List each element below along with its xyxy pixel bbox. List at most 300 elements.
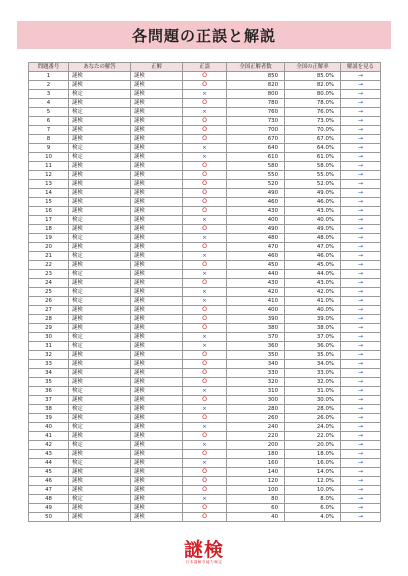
your-answer: 検定 — [69, 495, 131, 504]
correct-mark-icon: O — [202, 450, 207, 457]
your-answer: 検定 — [69, 342, 131, 351]
national-correct-rate: 22.0% — [285, 432, 341, 441]
result-mark — [183, 135, 227, 144]
view-explanation-link[interactable]: → — [341, 387, 381, 396]
wrong-mark-icon: × — [202, 289, 207, 295]
question-number: 46 — [29, 477, 69, 486]
question-number: 44 — [29, 459, 69, 468]
table-row — [29, 360, 381, 369]
correct-mark-icon: O — [202, 486, 207, 493]
table-row — [29, 369, 381, 378]
correct-answer: 謎検 — [131, 504, 183, 513]
national-correct-count: 670 — [227, 135, 285, 144]
correct-mark-icon: O — [202, 198, 207, 205]
view-explanation-link[interactable]: → — [341, 441, 381, 450]
your-answer: 謎検 — [69, 225, 131, 234]
national-correct-rate: 64.0% — [285, 144, 341, 153]
view-explanation-link[interactable]: → — [341, 117, 381, 126]
view-explanation-link[interactable]: → — [341, 396, 381, 405]
table-header-row — [29, 63, 381, 72]
table-row — [29, 180, 381, 189]
national-correct-rate: 8.0% — [285, 495, 341, 504]
national-correct-count: 60 — [227, 504, 285, 513]
correct-answer: 謎検 — [131, 495, 183, 504]
question-number: 49 — [29, 504, 69, 513]
correct-mark-icon: O — [202, 180, 207, 187]
view-explanation-link[interactable]: → — [341, 477, 381, 486]
table-row — [29, 135, 381, 144]
your-answer: 謎検 — [69, 261, 131, 270]
national-correct-rate: 67.0% — [285, 135, 341, 144]
correct-answer: 謎検 — [131, 450, 183, 459]
correct-answer: 謎検 — [131, 117, 183, 126]
wrong-mark-icon: × — [202, 424, 207, 430]
table-row — [29, 378, 381, 387]
your-answer: 謎検 — [69, 414, 131, 423]
view-explanation-link[interactable]: → — [341, 414, 381, 423]
national-correct-count: 760 — [227, 108, 285, 117]
correct-answer: 謎検 — [131, 216, 183, 225]
table-row — [29, 126, 381, 135]
your-answer: 謎検 — [69, 72, 131, 81]
result-mark — [183, 243, 227, 252]
view-explanation-link[interactable]: → — [341, 486, 381, 495]
view-explanation-link[interactable]: → — [341, 171, 381, 180]
wrong-mark-icon: × — [202, 343, 207, 349]
national-correct-rate: 34.0% — [285, 360, 341, 369]
table-row — [29, 144, 381, 153]
correct-mark-icon: O — [202, 261, 207, 268]
correct-mark-icon: O — [202, 72, 207, 79]
question-number: 15 — [29, 198, 69, 207]
result-mark — [183, 144, 227, 153]
your-answer: 検定 — [69, 108, 131, 117]
result-mark — [183, 207, 227, 216]
result-mark — [183, 432, 227, 441]
result-mark — [183, 360, 227, 369]
correct-answer: 謎検 — [131, 162, 183, 171]
table-row — [29, 270, 381, 279]
view-explanation-link[interactable]: → — [341, 180, 381, 189]
correct-mark-icon: O — [202, 477, 207, 484]
result-mark — [183, 342, 227, 351]
view-explanation-link[interactable]: → — [341, 405, 381, 414]
your-answer: 謎検 — [69, 477, 131, 486]
national-correct-count: 360 — [227, 342, 285, 351]
result-mark — [183, 315, 227, 324]
table-body — [29, 72, 381, 522]
view-explanation-link[interactable]: → — [341, 360, 381, 369]
national-correct-count: 390 — [227, 315, 285, 324]
view-explanation-link[interactable]: → — [341, 351, 381, 360]
view-explanation-link[interactable]: → — [341, 72, 381, 81]
correct-answer: 謎検 — [131, 261, 183, 270]
national-correct-count: 450 — [227, 261, 285, 270]
national-correct-count: 80 — [227, 495, 285, 504]
correct-mark-icon: O — [202, 243, 207, 250]
result-mark — [183, 153, 227, 162]
national-correct-count: 310 — [227, 387, 285, 396]
correct-answer: 謎検 — [131, 270, 183, 279]
result-mark — [183, 234, 227, 243]
national-correct-count: 730 — [227, 117, 285, 126]
view-explanation-link[interactable]: → — [341, 189, 381, 198]
view-explanation-link[interactable]: → — [341, 513, 381, 522]
question-number: 34 — [29, 369, 69, 378]
national-correct-rate: 26.0% — [285, 414, 341, 423]
result-mark — [183, 387, 227, 396]
view-explanation-link[interactable]: → — [341, 333, 381, 342]
correct-answer: 謎検 — [131, 171, 183, 180]
question-number: 26 — [29, 297, 69, 306]
result-mark — [183, 162, 227, 171]
result-mark — [183, 198, 227, 207]
view-explanation-link[interactable]: → — [341, 225, 381, 234]
question-number: 9 — [29, 144, 69, 153]
your-answer: 検定 — [69, 405, 131, 414]
national-correct-rate: 61.0% — [285, 153, 341, 162]
national-correct-rate: 70.0% — [285, 126, 341, 135]
your-answer: 検定 — [69, 333, 131, 342]
table-row — [29, 216, 381, 225]
result-mark — [183, 450, 227, 459]
national-correct-rate: 76.0% — [285, 108, 341, 117]
national-correct-count: 220 — [227, 432, 285, 441]
table-row — [29, 261, 381, 270]
question-number: 21 — [29, 252, 69, 261]
national-correct-count: 520 — [227, 180, 285, 189]
your-answer: 謎検 — [69, 117, 131, 126]
your-answer: 謎検 — [69, 171, 131, 180]
correct-answer: 謎検 — [131, 486, 183, 495]
question-number: 3 — [29, 90, 69, 99]
your-answer: 謎検 — [69, 351, 131, 360]
question-number: 45 — [29, 468, 69, 477]
question-number: 31 — [29, 342, 69, 351]
result-mark — [183, 261, 227, 270]
national-correct-rate: 39.0% — [285, 315, 341, 324]
correct-answer: 謎検 — [131, 432, 183, 441]
question-number: 16 — [29, 207, 69, 216]
national-correct-rate: 80.0% — [285, 90, 341, 99]
view-explanation-link[interactable]: → — [341, 162, 381, 171]
correct-answer: 謎検 — [131, 378, 183, 387]
your-answer: 検定 — [69, 252, 131, 261]
correct-mark-icon: O — [202, 351, 207, 358]
national-correct-count: 240 — [227, 423, 285, 432]
correct-mark-icon: O — [202, 171, 207, 178]
national-correct-count: 300 — [227, 396, 285, 405]
table-row — [29, 108, 381, 117]
national-correct-count: 550 — [227, 171, 285, 180]
col-header-result: 正誤 — [183, 63, 227, 72]
national-correct-rate: 28.0% — [285, 405, 341, 414]
result-mark — [183, 513, 227, 522]
result-mark — [183, 189, 227, 198]
view-explanation-link[interactable]: → — [341, 90, 381, 99]
table-row — [29, 315, 381, 324]
national-correct-count: 280 — [227, 405, 285, 414]
national-correct-rate: 6.0% — [285, 504, 341, 513]
table-row — [29, 450, 381, 459]
question-number: 41 — [29, 432, 69, 441]
view-explanation-link[interactable]: → — [341, 108, 381, 117]
national-correct-count: 440 — [227, 270, 285, 279]
your-answer: 謎検 — [69, 369, 131, 378]
table-row — [29, 477, 381, 486]
table-row — [29, 351, 381, 360]
correct-answer: 謎検 — [131, 90, 183, 99]
table-row — [29, 171, 381, 180]
table-row — [29, 189, 381, 198]
view-explanation-link[interactable]: → — [341, 243, 381, 252]
view-explanation-link[interactable]: → — [341, 81, 381, 90]
national-correct-rate: 24.0% — [285, 423, 341, 432]
result-mark — [183, 351, 227, 360]
correct-answer: 謎検 — [131, 351, 183, 360]
your-answer: 検定 — [69, 423, 131, 432]
your-answer: 謎検 — [69, 450, 131, 459]
table-row — [29, 117, 381, 126]
view-explanation-link[interactable]: → — [341, 261, 381, 270]
table-row — [29, 306, 381, 315]
national-correct-count: 430 — [227, 279, 285, 288]
question-number: 36 — [29, 387, 69, 396]
correct-answer: 謎検 — [131, 369, 183, 378]
result-mark — [183, 414, 227, 423]
your-answer: 謎検 — [69, 513, 131, 522]
correct-answer: 謎検 — [131, 108, 183, 117]
correct-mark-icon: O — [202, 135, 207, 142]
national-correct-rate: 20.0% — [285, 441, 341, 450]
table-row — [29, 288, 381, 297]
question-number: 24 — [29, 279, 69, 288]
your-answer: 謎検 — [69, 99, 131, 108]
wrong-mark-icon: × — [202, 271, 207, 277]
question-number: 1 — [29, 72, 69, 81]
table-row — [29, 279, 381, 288]
your-answer: 謎検 — [69, 486, 131, 495]
question-number: 25 — [29, 288, 69, 297]
national-correct-rate: 46.0% — [285, 198, 341, 207]
your-answer: 謎検 — [69, 198, 131, 207]
national-correct-count: 490 — [227, 225, 285, 234]
question-number: 6 — [29, 117, 69, 126]
national-correct-count: 580 — [227, 162, 285, 171]
table-row — [29, 396, 381, 405]
correct-answer: 謎検 — [131, 180, 183, 189]
correct-answer: 謎検 — [131, 360, 183, 369]
result-mark — [183, 252, 227, 261]
your-answer: 検定 — [69, 288, 131, 297]
national-correct-count: 780 — [227, 99, 285, 108]
question-number: 2 — [29, 81, 69, 90]
question-number: 28 — [29, 315, 69, 324]
view-explanation-link[interactable]: → — [341, 135, 381, 144]
correct-answer: 謎検 — [131, 99, 183, 108]
col-header-your-answer: あなたの解答 — [69, 63, 131, 72]
your-answer: 謎検 — [69, 504, 131, 513]
national-correct-rate: 36.0% — [285, 342, 341, 351]
result-mark — [183, 423, 227, 432]
result-mark — [183, 378, 227, 387]
result-mark — [183, 81, 227, 90]
view-explanation-link[interactable]: → — [341, 198, 381, 207]
national-correct-count: 430 — [227, 207, 285, 216]
your-answer: 謎検 — [69, 432, 131, 441]
correct-mark-icon: O — [202, 360, 207, 367]
national-correct-rate: 18.0% — [285, 450, 341, 459]
question-number: 29 — [29, 324, 69, 333]
national-correct-rate: 43.0% — [285, 207, 341, 216]
result-mark — [183, 396, 227, 405]
view-explanation-link[interactable]: → — [341, 378, 381, 387]
table-row — [29, 198, 381, 207]
view-explanation-link[interactable]: → — [341, 234, 381, 243]
national-correct-count: 120 — [227, 477, 285, 486]
question-number: 18 — [29, 225, 69, 234]
national-correct-count: 800 — [227, 90, 285, 99]
title-bar — [17, 21, 391, 49]
your-answer: 謎検 — [69, 126, 131, 135]
view-explanation-link[interactable]: → — [341, 369, 381, 378]
view-explanation-link[interactable]: → — [341, 450, 381, 459]
view-explanation-link[interactable]: → — [341, 207, 381, 216]
question-number: 4 — [29, 99, 69, 108]
national-correct-count: 330 — [227, 369, 285, 378]
view-explanation-link[interactable]: → — [341, 126, 381, 135]
view-explanation-link[interactable]: → — [341, 288, 381, 297]
national-correct-rate: 42.0% — [285, 288, 341, 297]
question-number: 47 — [29, 486, 69, 495]
national-correct-rate: 14.0% — [285, 468, 341, 477]
national-correct-rate: 82.0% — [285, 81, 341, 90]
your-answer: 謎検 — [69, 81, 131, 90]
your-answer: 検定 — [69, 441, 131, 450]
result-mark — [183, 297, 227, 306]
national-correct-count: 420 — [227, 288, 285, 297]
view-explanation-link[interactable]: → — [341, 216, 381, 225]
correct-mark-icon: O — [202, 117, 207, 124]
view-explanation-link[interactable]: → — [341, 297, 381, 306]
correct-answer: 謎検 — [131, 513, 183, 522]
your-answer: 謎検 — [69, 135, 131, 144]
national-correct-rate: 38.0% — [285, 324, 341, 333]
national-correct-count: 610 — [227, 153, 285, 162]
view-explanation-link[interactable]: → — [341, 99, 381, 108]
national-correct-count: 640 — [227, 144, 285, 153]
national-correct-count: 140 — [227, 468, 285, 477]
col-header-view-explanation: 解説を見る — [341, 63, 381, 72]
wrong-mark-icon: × — [202, 235, 207, 241]
table-row — [29, 423, 381, 432]
view-explanation-link[interactable]: → — [341, 306, 381, 315]
national-correct-rate: 85.0% — [285, 72, 341, 81]
table-row — [29, 324, 381, 333]
your-answer: 謎検 — [69, 396, 131, 405]
view-explanation-link[interactable]: → — [341, 315, 381, 324]
result-mark — [183, 405, 227, 414]
your-answer: 検定 — [69, 216, 131, 225]
national-correct-rate: 46.0% — [285, 252, 341, 261]
correct-mark-icon: O — [202, 468, 207, 475]
view-explanation-link[interactable]: → — [341, 153, 381, 162]
view-explanation-link[interactable]: → — [341, 432, 381, 441]
table-row — [29, 414, 381, 423]
view-explanation-link[interactable]: → — [341, 270, 381, 279]
correct-mark-icon: O — [202, 432, 207, 439]
national-correct-rate: 37.0% — [285, 333, 341, 342]
national-correct-rate: 47.0% — [285, 243, 341, 252]
view-explanation-link[interactable]: → — [341, 324, 381, 333]
national-correct-rate: 33.0% — [285, 369, 341, 378]
correct-answer: 謎検 — [131, 189, 183, 198]
wrong-mark-icon: × — [202, 298, 207, 304]
table-row — [29, 486, 381, 495]
national-correct-rate: 10.0% — [285, 486, 341, 495]
national-correct-count: 180 — [227, 450, 285, 459]
table-row — [29, 81, 381, 90]
national-correct-count: 460 — [227, 198, 285, 207]
result-mark — [183, 288, 227, 297]
view-explanation-link[interactable]: → — [341, 144, 381, 153]
result-mark — [183, 477, 227, 486]
correct-answer: 謎検 — [131, 477, 183, 486]
correct-mark-icon: O — [202, 126, 207, 133]
question-number: 10 — [29, 153, 69, 162]
correct-answer: 謎検 — [131, 288, 183, 297]
table-row — [29, 405, 381, 414]
view-explanation-link[interactable]: → — [341, 423, 381, 432]
view-explanation-link[interactable]: → — [341, 459, 381, 468]
national-correct-count: 490 — [227, 189, 285, 198]
correct-answer: 謎検 — [131, 225, 183, 234]
correct-answer: 謎検 — [131, 342, 183, 351]
result-mark — [183, 126, 227, 135]
view-explanation-link[interactable]: → — [341, 504, 381, 513]
result-mark — [183, 171, 227, 180]
view-explanation-link[interactable]: → — [341, 342, 381, 351]
wrong-mark-icon: × — [202, 496, 207, 502]
correct-mark-icon: O — [202, 99, 207, 106]
table-row — [29, 441, 381, 450]
correct-mark-icon: O — [202, 414, 207, 421]
result-mark — [183, 90, 227, 99]
view-explanation-link[interactable]: → — [341, 468, 381, 477]
national-correct-count: 470 — [227, 243, 285, 252]
wrong-mark-icon: × — [202, 334, 207, 340]
view-explanation-link[interactable]: → — [341, 279, 381, 288]
question-number: 12 — [29, 171, 69, 180]
wrong-mark-icon: × — [202, 460, 207, 466]
question-number: 40 — [29, 423, 69, 432]
view-explanation-link[interactable]: → — [341, 495, 381, 504]
wrong-mark-icon: × — [202, 406, 207, 412]
question-number: 5 — [29, 108, 69, 117]
correct-answer: 謎検 — [131, 135, 183, 144]
national-correct-count: 460 — [227, 252, 285, 261]
your-answer: 謎検 — [69, 378, 131, 387]
national-correct-rate: 49.0% — [285, 189, 341, 198]
correct-mark-icon: O — [202, 369, 207, 376]
result-mark — [183, 441, 227, 450]
view-explanation-link[interactable]: → — [341, 252, 381, 261]
table-row — [29, 333, 381, 342]
national-correct-count: 350 — [227, 351, 285, 360]
national-correct-rate: 40.0% — [285, 306, 341, 315]
correct-answer: 謎検 — [131, 315, 183, 324]
table-row — [29, 99, 381, 108]
